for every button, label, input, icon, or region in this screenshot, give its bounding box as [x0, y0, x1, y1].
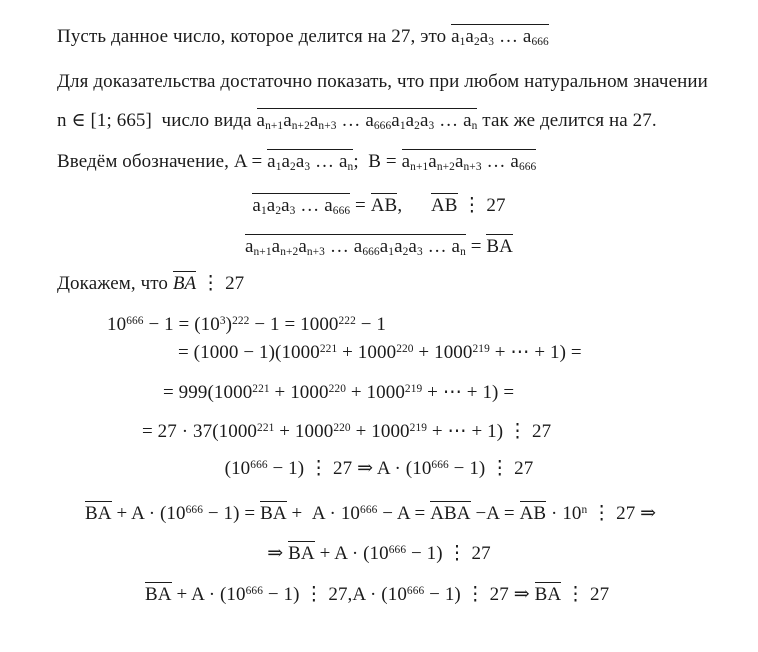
derivation-line-2: = $(1000 - 1)(1000^{221} + 1000^{220} + 1000^{219}$ + ⋯ + 1) =	[178, 342, 582, 363]
equation-ba: $a_{n+1}a_{n+2}a_{n+3}$ … $a_{666}a_1a_2a_3$ … $a_n$ = BA	[244, 236, 514, 259]
overline: BA	[85, 503, 112, 524]
overline: $a_1a_2a_3$ … $a_n$	[267, 151, 354, 174]
overline: $a_{n+1}a_{n+2}a_{n+3}$ … $a_{666}a_1a_2a_3$ … $a_n$	[256, 110, 478, 133]
overline: AB	[519, 503, 547, 524]
overline: BA	[145, 584, 172, 605]
overline: $a_{n+1}a_{n+2}a_{n+3}$ … $a_{666}a_1a_2a_3$ … $a_n$	[244, 236, 466, 259]
derivation-line-4: = $27 \cdot 37(1000^{221} + 1000^{220} + 1000^{219}$ + ⋯ + 1) ⋮ 27	[142, 421, 552, 442]
overline: BA	[534, 584, 562, 605]
overline: $a_1a_2a_3$ … $a_{666}$	[252, 195, 351, 218]
derivation-line-7: ⇒ BA + $A \cdot (10^{666} - 1)$ ⋮ 27	[267, 543, 491, 564]
derivation-line-6: BA + $A \cdot (10^{666} - 1)$ = BA + $A \cdot 10^{666} - A$ = ABA −A = AB · $10^n$ ⋮ 27 ⇒	[85, 503, 657, 524]
derivation-line-1: $10^{666} - 1 = (10^3)^{222} - 1 = 1000^{222} - 1$	[107, 314, 387, 335]
intro-line: Пусть данное число, которое делится на 27, это $a_1a_2a_3$ … $a_{666}$	[57, 26, 549, 49]
derivation-line-3: = $999(1000^{221} + 1000^{220} + 1000^{219}$ + ⋯ + 1) =	[163, 382, 515, 403]
overline: BA	[486, 236, 514, 257]
overline: AB	[370, 195, 398, 216]
claim-line-1: Для доказательства достаточно показать, что при любом натуральном значении	[57, 71, 708, 92]
overline: BA	[172, 273, 197, 294]
derivation-line-5: $(10^{666} - 1)$ ⋮ 27 ⇒ $A \cdot (10^{666} - 1)$ ⋮ 27	[224, 458, 534, 479]
overline: $a_{n+1}a_{n+2}a_{n+3}$ … $a_{666}$	[401, 151, 537, 174]
overline: $a_1a_2a_3$ … $a_{666}$	[451, 26, 549, 49]
overline: BA	[260, 503, 287, 524]
prove-line: Докажем, что BA ⋮ 27	[57, 273, 245, 294]
conclusion-line: BA + $A \cdot (10^{666} - 1)$ ⋮ $27,A \cdot (10^{666} - 1)$ ⋮ 27 ⇒ BA ⋮ 27	[145, 584, 610, 605]
overline: ABA	[430, 503, 471, 524]
overline: AB	[430, 195, 458, 216]
overline: BA	[288, 543, 315, 564]
claim-line-2: n ∈ [1; 665] число вида $a_{n+1}a_{n+2}a_{n+3}$ … $a_{666}a_1a_2a_3$ … $a_n$ так же делится на 27.	[57, 110, 657, 133]
equation-ab: $a_1a_2a_3$ … $a_{666}$ = AB, AB ⋮ 27	[252, 195, 506, 218]
notation-line: Введём обозначение, $A = a_1a_2a_3$ … $a_n$; $B = a_{n+1}a_{n+2}a_{n+3}$ … $a_{666}$	[57, 151, 537, 174]
